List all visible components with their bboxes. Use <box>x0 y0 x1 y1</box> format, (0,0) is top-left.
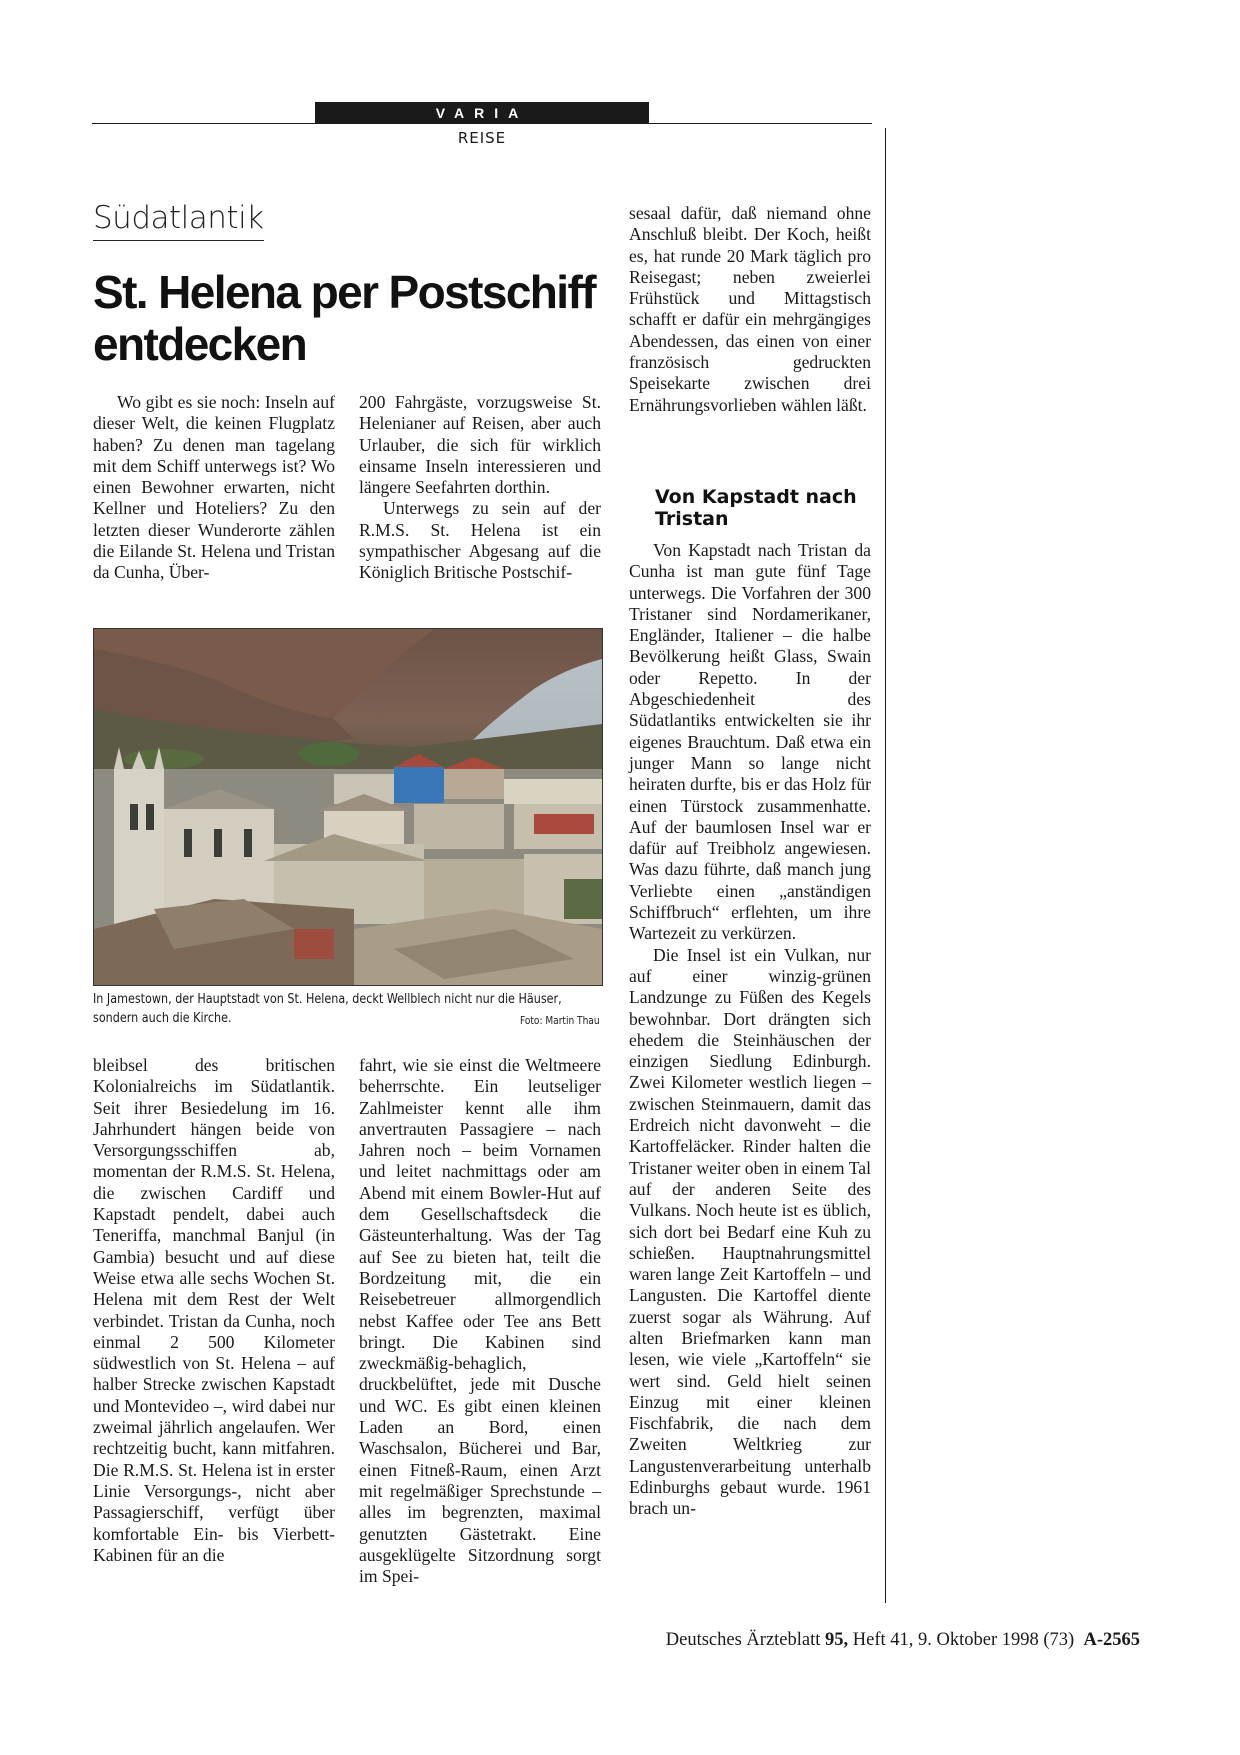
jamestown-photo <box>93 628 603 986</box>
column-3-top <box>629 203 871 416</box>
paragraph: Wo gibt es sie noch: Inseln auf dieser Welt, die keinen Flugplatz haben? Zu denen man tagelang mit dem Schiff unterwegs ist? Wo einen Bewohner erwarten, nicht Kellner und Hoteliers? Zu den letzten dieser Wunderorte zählen die Eilande St. Helena und Tristan da Cunha, Über- <box>93 392 335 583</box>
subsection-label: REISE <box>457 129 507 147</box>
article-kicker: Südatlantik <box>93 200 264 241</box>
column-2-top <box>359 392 601 584</box>
column-2-bottom <box>359 1055 601 1587</box>
paragraph: fahrt, wie sie einst die Weltmeere beherrschte. Ein leutseliger Zahlmeister kennt alle ihm anvertrauten Passagiere – nach Jahren noch – beim Vornamen und leitet nachmittags oder am Abend mit einem Bowler-Hut auf dem Gesellschaftsdeck die Gästeunterhaltung. Was der Tag auf See zu bieten hat, teilt die Bordzeitung mit, die ein Reisebetreuer allmorgendlich nebst Kaffee oder Tee ans Bett bringt. Die Kabinen sind zweckmäßig-behaglich, druckbelüftet, jede mit Dusche und WC. Es gibt einen kleinen Laden an Bord, einen Waschsalon, Bücherei und Bar, einen Fitneß-Raum, einen Arzt mit regelmäßiger Sprechstunde – alles im begrenzten, maximal genutzten Gästetrakt. Eine ausgeklügelte Sitzordnung sorgt im Spei- <box>359 1055 601 1587</box>
photo-caption: In Jamestown, der Hauptstadt von St. Helena, deckt Wellblech nicht nur die Häuser, sondern auch die Kirche. <box>93 992 562 1026</box>
paragraph: Unterwegs zu sein auf der R.M.S. St. Helena ist ein sympathischer Abgesang auf die Königlich Britische Postschif- <box>359 498 601 583</box>
column-3-bottom <box>629 540 871 1520</box>
page-footer <box>600 1630 1140 1651</box>
section-label: VARIA <box>315 102 649 124</box>
section-subhead: Von Kapstadt nach Tristan <box>655 486 857 530</box>
journal-name: Deutsches Ärzteblatt <box>665 1630 821 1650</box>
journal-volume: 95, <box>825 1630 849 1650</box>
paragraph: sesaal dafür, daß niemand ohne Anschluß bleibt. Der Koch, heißt es, hat runde 20 Mark täglich pro Reisegast; neben zweierlei Frühstück und Mittagstisch schafft er dafür ein mehrgängiges Abendessen, das einen von einer französisch gedruckten Speisekarte zwischen drei Ernährungsvorlieben wählen läßt. <box>629 203 871 415</box>
paragraph: 200 Fahrgäste, vorzugsweise St. Helenianer auf Reisen, aber auch Urlauber, die sich für wirklich einsame Inseln interessieren und längere Seefahrten dorthin. <box>359 392 601 498</box>
paragraph: Von Kapstadt nach Tristan da Cunha ist man gute fünf Tage unterwegs. Die Vorfahren der 300 Tristaner sind Nordamerikaner, Engländer, Italiener – die halbe Bevölkerung heißt Glass, Swain oder Repetto. In der Abgeschiedenheit des Südatlantiks entwickelten sie ihr eigenes Brauchtum. Daß etwa ein junger Mann so lange nicht heiraten durfte, bis er das Holz für einen Türstock zusammenhatte. Auf der baumlosen Insel war er dafür auf Treibholz angewiesen. Was dazu führte, daß manch jung Verliebte einen „anständigen Schiffbruch“ erflehten, um ihre Wartezeit zu verkürzen. <box>629 540 871 944</box>
paragraph: bleibsel des britischen Kolonialreichs im Südatlantik. Seit ihrer Besiedelung im 16. Jahrhundert hängen beide von Versorgungsschiffen ab, momentan der R.M.S. St. Helena, die zwischen Cardiff und Kapstadt pendelt, dabei auch Teneriffa, manchmal Banjul (in Gambia) besucht und auf diese Weise etwa alle sechs Wochen St. Helena mit dem Rest der Welt verbindet. Tristan da Cunha, noch einmal 2 500 Kilometer südwestlich von St. Helena – auf halber Strecke zwischen Kapstadt und Montevideo –, wird dabei nur zweimal jährlich angelaufen. Wer rechtzeitig bucht, kann mitfahren. Die R.M.S. St. Helena ist in erster Linie Versorgungs-, nicht aber Passagierschiff, verfügt über komfortable Ein- bis Vierbett-Kabinen für an die <box>93 1055 335 1565</box>
paragraph: Die Insel ist ein Vulkan, nur auf einer winzig-grünen Landzunge zu Füßen des Kegels bewohnbar. Dort drängten sich ehedem die Steinhäuschen der einzigen Siedlung Edinburgh. Zwei Kilometer westlich liegen – zwischen Steinmauern, damit das Erdreich nicht davonweht – die Kartoffeläcker. Rinder halten die Tristaner weiter oben in einem Tal auf der anderen Seite des Vulkans. Noch heute ist es üblich, sich dort bei Bedarf eine Kuh zu schießen. Hauptnahrungsmittel waren lange Zeit Kartoffeln – und Langusten. Die Kartoffel diente zuerst sogar als Währung. Auf alten Briefmarken kann man lesen, wie viele „Kartoffeln“ sie wert sind. Geld hielt seinen Einzug mit einer kleinen Fischfabrik, die nach dem Zweiten Weltkrieg zur Langustenverarbeitung unterhalb Edinburghs gebaut wurde. 1961 brach un- <box>629 944 871 1519</box>
page-number: A-2565 <box>1083 1630 1140 1650</box>
column-1-top <box>93 392 335 584</box>
column-rule <box>885 128 886 1603</box>
journal-issue: Heft 41, 9. Oktober 1998 (73) <box>852 1630 1075 1650</box>
photo-credit: Foto: Martin Thau <box>520 1015 600 1027</box>
article-headline: St. Helena per Postschiff entdecken <box>93 266 595 370</box>
column-1-bottom <box>93 1055 335 1566</box>
